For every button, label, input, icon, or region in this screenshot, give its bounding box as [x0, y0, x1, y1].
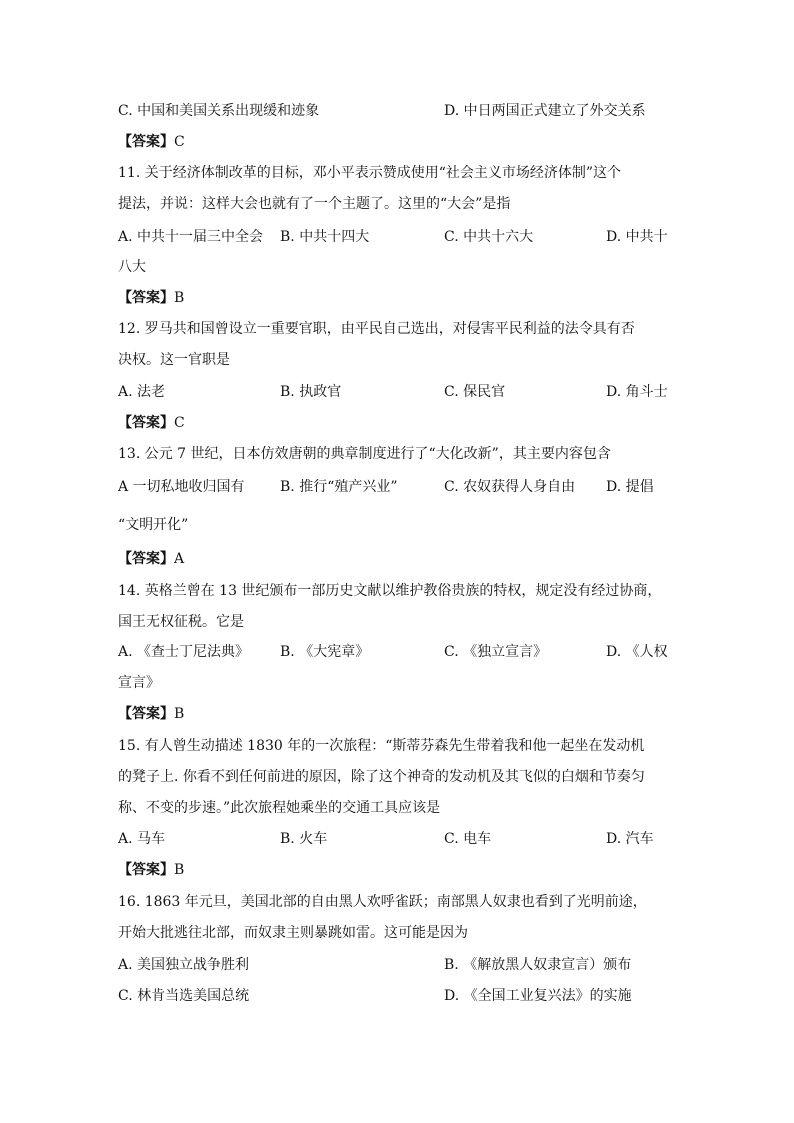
q12-options-row — [0, 381, 794, 403]
q12-stem-line-1: 12. 罗马共和国曾设立一重要官职，由平民自己选出，对侵害平民利益的法令具有否 — [118, 321, 635, 337]
q15-stem-line-1: 15. 有人曾生动描述 1830 年的一次旅程：“斯蒂芬森先生带着我和他一起坐在发动机 — [118, 738, 645, 754]
answer-label: 【答案】 — [118, 706, 174, 722]
q10-option-d: D. 中日两国正式建立了外交关系 — [444, 103, 646, 119]
q15-option-c: C. 电车 — [444, 831, 492, 847]
q15-option-b: B. 火车 — [280, 831, 328, 847]
q16-option-a: A. 美国独立战争胜利 — [118, 957, 250, 973]
answer-value: B — [174, 290, 185, 306]
q15-options-row — [0, 828, 794, 850]
q12-answer — [118, 412, 185, 434]
q14-option-d-continued: 宣言》 — [118, 675, 160, 691]
answer-label: 【答案】 — [118, 134, 174, 150]
q10-option-c: C. 中国和美国关系出现缓和迹象 — [118, 103, 320, 119]
q12-option-a: A. 法老 — [118, 384, 166, 400]
q13-stem-line-1: 13. 公元 7 世纪，日本仿效唐朝的典章制度进行了“大化改新”，其主要内容包含 — [118, 446, 611, 462]
q13-option-b: B. 推行“殖产兴业” — [280, 479, 398, 495]
q16-option-b: B. 《解放黑人奴隶宣言）颁布 — [444, 957, 632, 973]
q14-stem-line-2: 国王无权征税。它是 — [118, 614, 244, 630]
answer-label: 【答案】 — [118, 415, 174, 431]
answer-value: A — [174, 551, 185, 567]
answer-value: C — [174, 415, 185, 431]
q12-option-d: D. 角斗士 — [606, 384, 668, 400]
q16-options-row-1 — [0, 954, 794, 976]
q11-options-row — [0, 226, 794, 248]
answer-value: B — [174, 862, 185, 878]
q15-stem-line-3: 称、不变的步速。”此次旅程她乘坐的交通工具应该是 — [118, 800, 441, 816]
q13-option-c: C. 农奴获得人身自由 — [444, 479, 576, 495]
q10-answer — [118, 131, 185, 153]
q15-option-d: D. 汽车 — [606, 831, 654, 847]
q16-option-d: D. 《全国工业复兴法》的实施 — [444, 988, 632, 1004]
q12-option-b: B. 执政官 — [280, 384, 342, 400]
answer-label: 【答案】 — [118, 551, 174, 567]
q14-stem-line-1: 14. 英格兰曾在 13 世纪颁布一部历史文献以维护教俗贵族的特权，规定没有经过协商， — [118, 583, 662, 599]
q14-answer — [118, 703, 184, 725]
q11-option-a: A. 中共十一届三中全会 — [118, 229, 264, 245]
answer-label: 【答案】 — [118, 862, 174, 878]
q14-option-b: B. 《大宪章》 — [280, 644, 370, 660]
answer-label: 【答案】 — [118, 290, 174, 306]
q11-stem-line-2: 提法，并说：这样大会也就有了一个主题了。这里的“大会”是指 — [118, 196, 511, 212]
q11-option-b: B. 中共十四大 — [280, 229, 370, 245]
q10-options-row — [0, 100, 794, 122]
q11-option-d: D. 中共十 — [606, 229, 668, 245]
q15-answer — [118, 859, 184, 881]
q16-stem-line-2: 开始大批逃往北部，而奴隶主则暴跳如雷。这可能是因为 — [118, 925, 468, 941]
q13-option-d-continued: “文明开化” — [118, 517, 189, 533]
q12-option-c: C. 保民官 — [444, 384, 506, 400]
q14-option-c: C. 《独立宣言》 — [444, 644, 548, 660]
q16-option-c: C. 林肯当选美国总统 — [118, 988, 250, 1004]
q15-option-a: A. 马车 — [118, 831, 166, 847]
answer-value: C — [174, 134, 185, 150]
q16-stem-line-1: 16. 1863 年元旦，美国北部的自由黑人欢呼雀跃；南部黑人奴隶也看到了光明前途， — [118, 894, 647, 910]
q13-option-a: A 一切私地收归国有 — [118, 479, 245, 495]
q14-option-a: A. 《查士丁尼法典》 — [118, 644, 250, 660]
q14-options-row — [0, 641, 794, 663]
answer-value: B — [174, 706, 185, 722]
q15-stem-line-2: 的凳子上. 你看不到任何前进的原因，除了这个神奇的发动机及其飞似的白烟和节奏匀 — [118, 769, 645, 785]
q13-answer — [118, 548, 184, 570]
q16-options-row-2 — [0, 985, 794, 1007]
q13-option-d: D. 提倡 — [606, 479, 654, 495]
q11-answer — [118, 287, 184, 309]
q14-option-d: D. 《人权 — [606, 644, 668, 660]
q11-option-d-continued: 八大 — [118, 259, 146, 275]
q13-options-row — [0, 476, 794, 498]
q12-stem-line-2: 决权。这一官职是 — [118, 352, 230, 368]
q11-stem-line-1: 11. 关于经济体制改革的目标，邓小平表示赞成使用“社会主义市场经济体制”这个 — [118, 165, 622, 181]
q11-option-c: C. 中共十六大 — [444, 229, 534, 245]
